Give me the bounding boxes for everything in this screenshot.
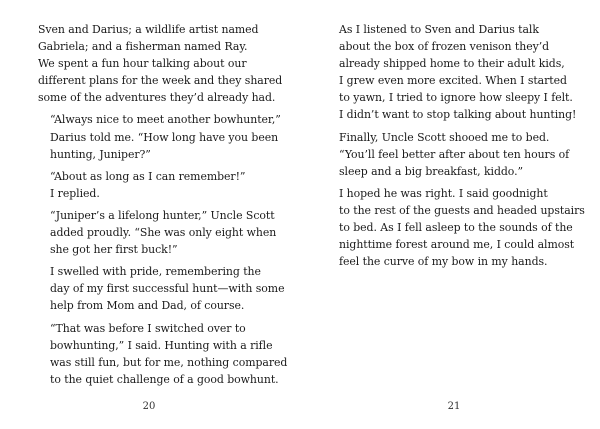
left-page-text	[38, 21, 288, 393]
paragraph	[38, 111, 282, 162]
text-line: nighttime forest around me, I could almost	[339, 238, 575, 252]
text-line: I didn’t want to stop talking about hunting!	[339, 108, 577, 122]
right-page-number: 21	[447, 401, 461, 412]
paragraph	[38, 320, 288, 388]
text-line: feel the curve of my bow in my hands.	[339, 255, 548, 269]
text-line: Darius told me. “How long have you been	[50, 130, 279, 144]
paragraph	[38, 21, 282, 106]
text-line: “That was before I switched over to	[50, 321, 246, 335]
text-line: day of my first successful hunt—with some	[50, 282, 285, 296]
text-line: I replied.	[50, 186, 100, 200]
paragraph	[38, 168, 282, 202]
text-line: “You’ll feel better after about ten hours of	[339, 147, 570, 161]
text-line: Gabriela; and a fisherman named Ray.	[38, 40, 248, 54]
paragraph	[38, 207, 282, 258]
paragraph	[327, 129, 571, 180]
text-line: bowhunting,” I said. Hunting with a rifle	[50, 338, 273, 352]
text-line: We spent a fun hour talking about our	[38, 57, 247, 71]
text-line: As I listened to Sven and Darius talk	[339, 23, 539, 36]
text-line: I swelled with pride, remembering the	[50, 265, 261, 279]
text-line: to yawn, I tried to ignore how sleepy I felt.	[339, 91, 573, 105]
right-page-text	[327, 21, 585, 275]
text-line: to the rest of the guests and headed upstairs	[339, 203, 585, 217]
text-line: Sven and Darius; a wildlife artist named	[38, 23, 259, 36]
text-line: I hoped he was right. I said goodnight	[339, 186, 548, 200]
text-line: added proudly. “She was only eight when	[50, 226, 277, 240]
text-line: help from Mom and Dad, of course.	[50, 299, 245, 313]
text-line: already shipped home to their adult kids,	[339, 57, 565, 71]
paragraph	[327, 21, 577, 124]
left-page-number: 20	[142, 401, 156, 412]
text-line: “Juniper’s a lifelong hunter,” Uncle Scott	[50, 208, 275, 222]
text-line: some of the adventures they’d already had.	[38, 91, 276, 105]
text-line: she got her first buck!”	[50, 243, 178, 257]
text-line: to bed. As I fell asleep to the sounds of the	[339, 221, 573, 235]
text-line: Finally, Uncle Scott shooed me to bed.	[339, 130, 550, 144]
text-line: “About as long as I can remember!”	[50, 169, 246, 183]
text-line: to the quiet challenge of a good bowhunt.	[50, 372, 279, 386]
paragraph	[38, 263, 285, 314]
text-line: about the box of frozen venison they’d	[339, 40, 550, 54]
paragraph	[327, 185, 585, 270]
text-line: sleep and a big breakfast, kiddo.”	[339, 164, 524, 178]
text-line: “Always nice to meet another bowhunter,”	[50, 113, 281, 127]
text-line: was still fun, but for me, nothing compared	[50, 355, 288, 369]
text-line: different plans for the week and they shared	[38, 74, 283, 88]
text-line: I grew even more excited. When I started	[339, 74, 567, 88]
text-line: hunting, Juniper?”	[50, 147, 151, 161]
